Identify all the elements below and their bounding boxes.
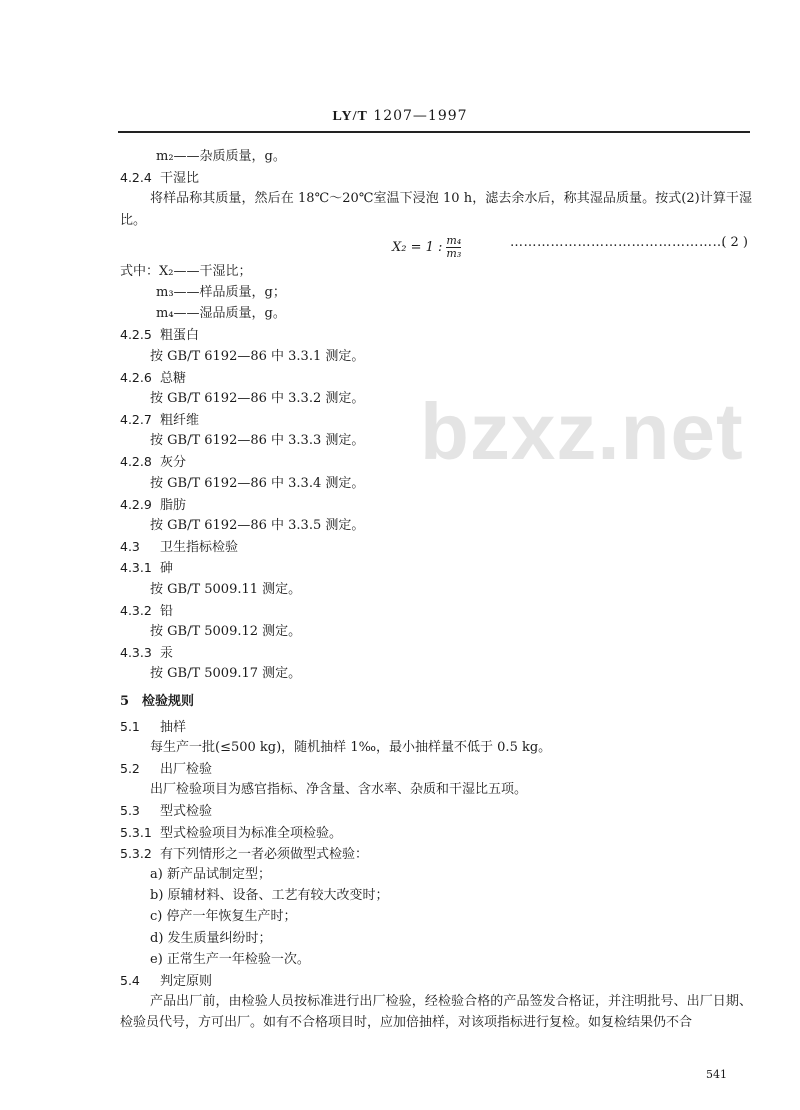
clause-number: 5.3.2 [120, 845, 152, 861]
clause-heading [120, 800, 752, 821]
text-line [120, 621, 752, 642]
clause-heading [120, 691, 752, 712]
clause-heading [120, 642, 752, 663]
clause-heading [120, 324, 752, 345]
clause-heading [120, 822, 752, 843]
clause-heading [120, 409, 752, 430]
clause-heading [120, 451, 752, 472]
clause-heading [120, 758, 752, 779]
clause-number: 4.3.3 [120, 645, 152, 661]
text-line [120, 188, 752, 230]
line-text: 型式检验项目为标准全项检验。 [160, 825, 343, 841]
formula-denominator: m₃ [446, 246, 462, 260]
clause-heading [120, 600, 752, 621]
line-text: 干湿比 [160, 171, 200, 187]
line-text: 粗蛋白 [160, 328, 200, 344]
line-text: 按 GB/T 6192—86 中 3.3.1 测定。 [150, 348, 365, 364]
line-text: 按 GB/T 6192—86 中 3.3.2 测定。 [150, 390, 365, 406]
line-text: d) 发生质量纠纷时； [150, 930, 272, 946]
text-line [120, 885, 752, 906]
formula-lhs: X₂ = 1 : [392, 239, 443, 255]
document-body [120, 146, 752, 1034]
line-text: 粗纤维 [160, 413, 200, 429]
clause-number: 4.3 [120, 539, 140, 555]
clause-number: 5.3.1 [120, 824, 152, 840]
clause-number: 4.2.6 [120, 369, 152, 385]
text-line [120, 663, 752, 684]
text-line [120, 146, 752, 167]
line-text: 按 GB/T 5009.17 测定。 [150, 666, 302, 682]
clause-heading [120, 167, 752, 188]
line-text: 卫生指标检验 [160, 540, 239, 556]
line-text: 灰分 [160, 455, 187, 471]
text-line [120, 579, 752, 600]
line-text: 铅 [160, 603, 174, 619]
line-text: 抽样 [160, 719, 187, 735]
clause-number: 4.3.2 [120, 602, 152, 618]
text-line [120, 473, 752, 494]
line-text: 将样品称其质量，然后在 18℃～20℃室温下浸泡 10 h，滤去余水后，称其湿品质量。按式(2)计算干湿比。 [120, 191, 752, 228]
clause-number: 4.3.1 [120, 560, 152, 576]
line-text: a) 新产品试制定型； [150, 867, 271, 883]
line-text: 按 GB/T 5009.12 测定。 [150, 623, 302, 639]
line-text: m₂——杂质质量，g。 [156, 149, 286, 164]
text-line [120, 346, 752, 367]
formula-numerator: m₄ [446, 233, 462, 247]
formula-2 [120, 231, 752, 261]
text-line [120, 282, 752, 303]
text-line [120, 388, 752, 409]
text-line [120, 864, 752, 885]
text-line [120, 430, 752, 451]
clause-heading [120, 536, 752, 557]
clause-number: 4.2.5 [120, 327, 152, 343]
clause-number: 5.3 [120, 803, 140, 819]
line-text: 检验规则 [142, 693, 195, 709]
standard-number: 1207—1997 [373, 108, 468, 124]
line-text: 按 GB/T 6192—86 中 3.3.5 测定。 [150, 518, 365, 534]
line-text: 脂肪 [160, 497, 187, 513]
page-number: 541 [706, 1068, 727, 1081]
clause-number: 4.2.7 [120, 412, 152, 428]
formula-expression [392, 235, 461, 260]
page-header [0, 108, 800, 125]
text-line [120, 949, 752, 970]
text-line [120, 261, 752, 282]
clause-heading [120, 367, 752, 388]
line-text: 汞 [160, 646, 174, 662]
clause-heading [120, 494, 752, 515]
line-text: e) 正常生产一年检验一次。 [150, 951, 310, 967]
line-text: 产品出厂前，由检验人员按标准进行出厂检验，经检验合格的产品签发合格证，并注明批号、出厂日期、检验员代号，方可出厂。如有不合格项目时，应加倍抽样，对该项指标进行复检。如复检结果仍不合 [120, 994, 752, 1031]
line-text: 出厂检验 [160, 762, 213, 778]
clause-heading [120, 970, 752, 991]
clause-number: 5.1 [120, 718, 140, 734]
clause-heading [120, 843, 752, 864]
clause-heading [120, 716, 752, 737]
text-line [120, 906, 752, 927]
line-text: 砷 [160, 561, 174, 577]
formula-leader-dots: ………………………………………… [510, 234, 726, 250]
line-text: b) 原辅材料、设备、工艺有较大改变时； [150, 888, 389, 904]
standard-code: LY/T [332, 109, 368, 124]
line-text: 出厂检验项目为感官指标、净含量、含水率、杂质和干湿比五项。 [150, 782, 528, 798]
clause-number: 5 [120, 693, 130, 709]
line-text: c) 停产一年恢复生产时； [150, 909, 297, 925]
line-text: 判定原则 [160, 973, 213, 989]
watermark: bzxz.net [420, 387, 744, 476]
clause-number: 5.2 [120, 761, 140, 777]
clause-number: 5.4 [120, 972, 140, 988]
formula-fraction [446, 235, 461, 260]
line-text: 按 GB/T 6192—86 中 3.3.4 测定。 [150, 475, 365, 491]
formula-number: ( 2 ) [721, 234, 748, 250]
line-text: 总糖 [160, 370, 187, 386]
line-text: 每生产一批(≤500 kg)，随机抽样 1‰，最小抽样量不低于 0.5 kg。 [150, 739, 552, 755]
clause-number: 4.2.9 [120, 496, 152, 512]
text-line [120, 779, 752, 800]
line-text: 有下列情形之一者必须做型式检验： [160, 846, 369, 862]
section-after-formula [120, 261, 752, 1034]
clause-number: 4.2.8 [120, 454, 152, 470]
text-line [120, 515, 752, 536]
line-text: m₄——湿品质量，g。 [156, 306, 286, 322]
section-before-formula [120, 146, 752, 231]
line-text: 按 GB/T 6192—86 中 3.3.3 测定。 [150, 433, 365, 449]
line-text: 型式检验 [160, 804, 213, 820]
text-line [120, 737, 752, 758]
clause-heading [120, 557, 752, 578]
text-line [120, 303, 752, 324]
text-line [120, 928, 752, 949]
header-rule [118, 131, 750, 133]
clause-number: 4.2.4 [120, 170, 152, 186]
line-text: m₃——样品质量，g； [156, 284, 286, 300]
line-text: 式中：X₂——干湿比； [120, 263, 252, 279]
line-text: 按 GB/T 5009.11 测定。 [150, 581, 302, 597]
text-line [120, 991, 752, 1033]
